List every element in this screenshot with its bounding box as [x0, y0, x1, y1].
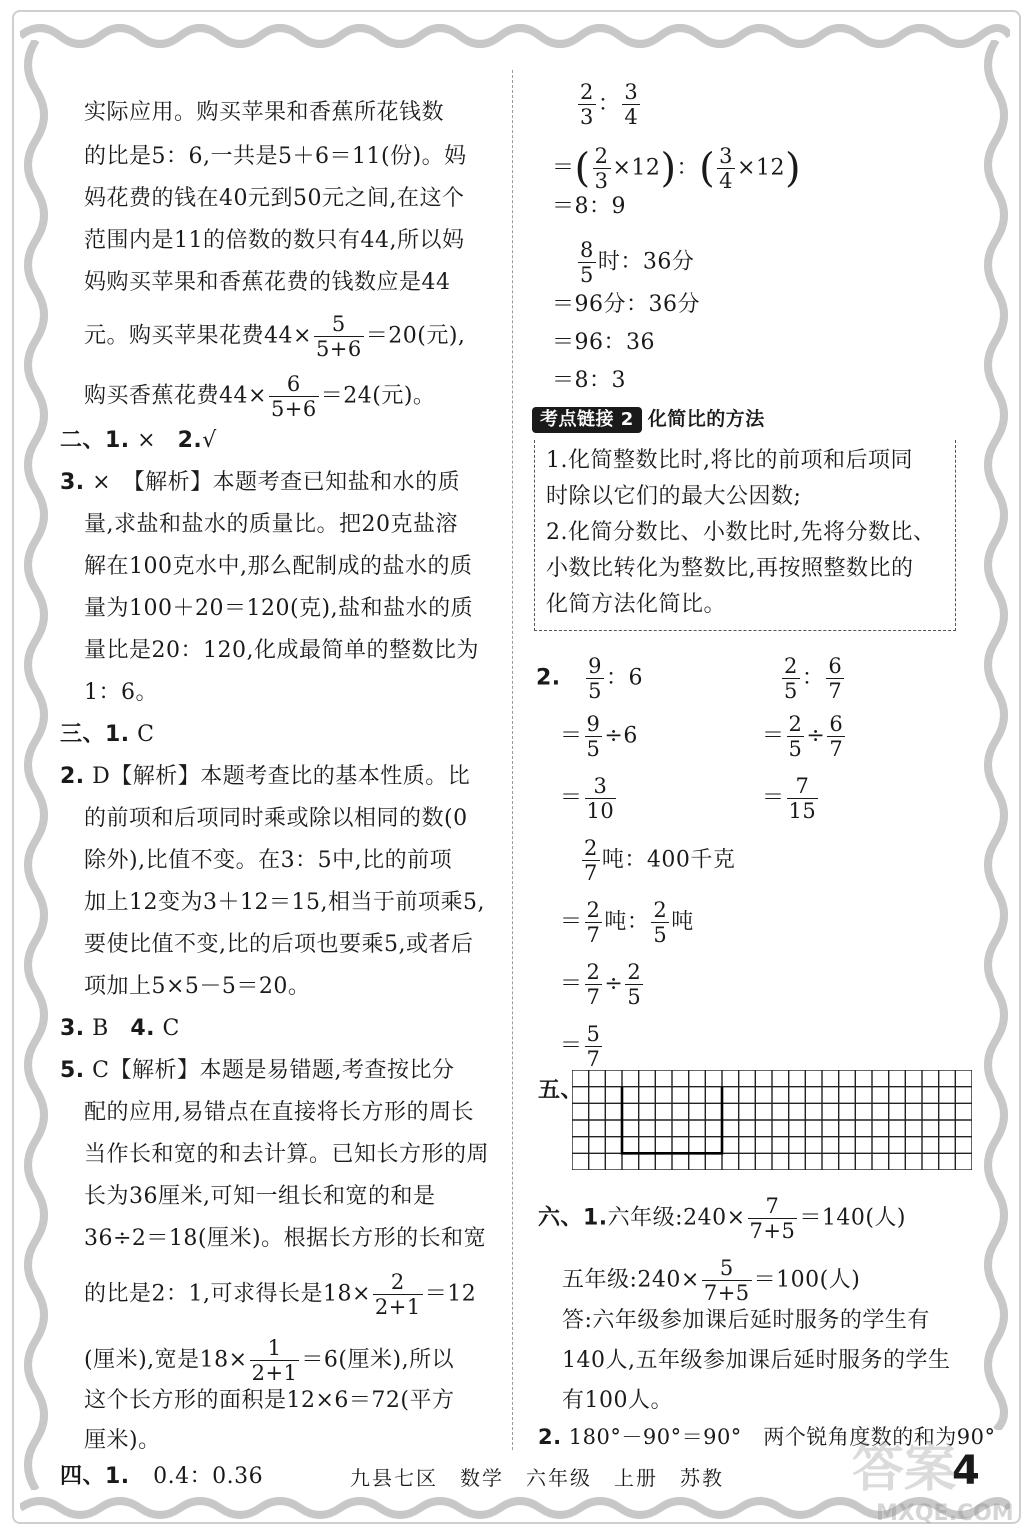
fraction-line: [780, 654, 846, 703]
denominator: 7: [586, 1047, 601, 1071]
text-line: 长为36厘米,可知一组长和宽的和是: [84, 1184, 436, 1209]
text-line: 解在100克水中,那么配制成的盐水的质: [84, 554, 473, 579]
denominator: 7+5: [703, 1281, 750, 1305]
numerator: 3: [719, 144, 734, 168]
fraction: [748, 1194, 798, 1243]
fraction-line: [580, 836, 735, 885]
numerator: 2: [594, 144, 609, 168]
text-line: 有100人。: [562, 1388, 673, 1413]
numerator: 2: [586, 960, 601, 984]
text: ＝12: [424, 1281, 477, 1307]
denominator: 2+1: [251, 1361, 298, 1385]
svg-text:答案: 答案: [852, 1439, 957, 1499]
denominator: 5: [653, 923, 668, 947]
text-line: 答:六年级参加课后延时服务的学生有: [562, 1308, 930, 1333]
question-number: 2.: [60, 764, 85, 789]
fraction-line: [560, 898, 694, 947]
text-line: [60, 1056, 455, 1086]
fraction-line: [560, 1022, 604, 1071]
text: ＝24(元)。: [320, 383, 436, 409]
fraction-line: [536, 654, 643, 703]
keypoint-title: 化简比的方法: [647, 408, 765, 430]
fraction: [625, 960, 643, 1009]
fraction: [585, 1022, 603, 1071]
text-line: [60, 468, 460, 498]
paren-icon: ): [660, 145, 677, 192]
left-wave-border: [16, 40, 56, 1490]
section-two-line: [60, 426, 217, 456]
text: ＝20(元),: [365, 323, 466, 349]
section-number: 二、1.: [60, 428, 130, 453]
text: ＝: [560, 723, 583, 749]
column-divider: [512, 70, 513, 1450]
question-number: 2.: [177, 428, 203, 453]
text: ＝100(人): [753, 1267, 861, 1293]
text-line: ＝8：9: [552, 194, 626, 219]
text-line: 项加上5×5－5＝20。: [84, 974, 311, 999]
fraction: [782, 654, 800, 703]
keypoint-header: [532, 404, 765, 434]
text: ＝140(人): [799, 1205, 907, 1231]
fraction-line: [560, 960, 645, 1009]
denominator: 5: [586, 737, 601, 761]
keypoint-badge: 考点链接 2: [532, 407, 642, 433]
question-number: 3.: [60, 1016, 85, 1041]
text: ＝: [560, 785, 583, 811]
text-line: ＝96分：36分: [552, 292, 700, 317]
text: C【解析】本题是易错题,考查按比分: [92, 1058, 455, 1083]
text-line: 妈花费的钱在40元到50元之间,在这个: [84, 186, 465, 211]
text-line: 范围内是11的倍数的数只有44,所以妈: [84, 228, 465, 253]
fraction-line: [762, 712, 847, 761]
text-line: 140人,五年级参加课后延时服务的学生: [562, 1348, 951, 1373]
text-line: ＝96：36: [552, 330, 655, 355]
fraction: [250, 1336, 300, 1385]
paren-icon: (: [574, 145, 591, 192]
fraction: [582, 836, 600, 885]
fraction: [585, 960, 603, 1009]
denominator: 5+6: [315, 337, 362, 361]
text-line: 量,求盐和盐水的质量比。把20克盐溶: [84, 512, 458, 537]
fraction: [269, 372, 319, 421]
text-line: [60, 1014, 180, 1044]
page-number: 4: [952, 1448, 980, 1494]
text: 吨：: [604, 909, 650, 935]
denominator: 10: [586, 799, 615, 823]
answer: B: [92, 1016, 109, 1041]
denominator: 2+1: [374, 1295, 421, 1319]
numerator: 9: [586, 712, 601, 736]
answer: √: [202, 428, 217, 453]
text-line: [60, 1462, 263, 1492]
text: ＝: [560, 909, 583, 935]
denominator: 7+5: [749, 1219, 796, 1243]
text: ：: [801, 665, 825, 691]
text-line: 的比是5：6,一共是5＋6＝11(份)。妈: [84, 144, 467, 169]
denominator: 4: [624, 105, 639, 129]
numerator: 6: [286, 372, 301, 396]
denominator: 5+6: [270, 397, 317, 421]
denominator: 5: [580, 263, 594, 287]
fraction: [585, 712, 603, 761]
text: ：6: [606, 665, 644, 691]
denominator: 5: [627, 985, 642, 1009]
text: ×12: [612, 155, 661, 181]
text: ：: [597, 91, 621, 117]
numerator: 2: [653, 898, 668, 922]
denominator: 3: [594, 169, 609, 193]
text: ÷: [806, 723, 826, 749]
answer-grid: [572, 1070, 972, 1170]
text-line: 1：6。: [84, 680, 158, 705]
numerator: 8: [580, 238, 594, 262]
numerator: 2: [580, 80, 594, 104]
fraction: [593, 144, 611, 193]
numerator: 2: [586, 898, 601, 922]
text: × 【解析】本题考查已知盐和水的质: [92, 470, 461, 495]
fraction: [622, 80, 640, 129]
fraction: [314, 312, 364, 361]
denominator: 5: [784, 679, 798, 703]
denominator: 5: [788, 737, 803, 761]
fraction-line: [560, 774, 618, 823]
denominator: 7: [829, 737, 844, 761]
text-line: 小数比转化为整数比,再按照整数比的: [546, 556, 914, 581]
paren-icon: (: [699, 145, 716, 192]
text: 吨：400千克: [601, 847, 736, 873]
numerator: 5: [719, 1256, 734, 1280]
fraction: [578, 238, 596, 287]
fraction-line: [576, 80, 642, 129]
svg-text:MXQE.COM: MXQE.COM: [876, 1501, 1014, 1526]
fraction: [787, 774, 819, 823]
fraction-line: [560, 712, 638, 761]
numerator: 3: [624, 80, 639, 104]
text: ＝: [762, 785, 785, 811]
text-line: 时除以它们的最大公因数;: [546, 484, 802, 509]
text: 的比是2：1,可求得长是18×: [84, 1281, 371, 1307]
numerator: 2: [627, 960, 642, 984]
text: 购买香蕉花费44×: [84, 383, 267, 409]
text: 六年级:240×: [607, 1205, 746, 1231]
numerator: 2: [784, 654, 798, 678]
fraction-line: [762, 774, 820, 823]
fraction: [702, 1256, 752, 1305]
section-three-line: [60, 720, 155, 750]
text: ＝: [762, 723, 785, 749]
fraction: [578, 80, 596, 129]
question-number: 2.: [538, 1425, 562, 1449]
text: 元。购买苹果花费44×: [84, 323, 312, 349]
text: ÷: [604, 971, 624, 997]
denominator: 5: [588, 679, 603, 703]
question-number: 4.: [130, 1016, 156, 1041]
denominator: 15: [788, 799, 817, 823]
top-wave-border: [20, 16, 1010, 56]
numerator: 6: [829, 712, 844, 736]
fraction: [585, 774, 617, 823]
text: ＝: [560, 971, 583, 997]
denominator: 7: [586, 923, 601, 947]
text-line: 厘米)。: [84, 1428, 161, 1453]
denominator: 4: [719, 169, 734, 193]
answer: C: [162, 1016, 180, 1041]
text: ÷6: [604, 723, 638, 749]
numerator: 1: [267, 1336, 282, 1360]
text-line: 2.化简分数比、小数比时,先将分数比、: [546, 520, 936, 545]
text-line: 量为100＋20＝120(克),盐和盐水的质: [84, 596, 474, 621]
text: ＝: [552, 155, 575, 181]
numerator: 7: [795, 774, 810, 798]
fraction: [717, 144, 735, 193]
question-number: 2.: [536, 665, 561, 691]
question-number: 3.: [60, 470, 85, 495]
fraction: [651, 898, 669, 947]
paren-icon: ): [784, 145, 802, 192]
text-line: 化简方法化简比。: [546, 592, 727, 617]
watermark-logo: [846, 1428, 1021, 1528]
text-line: 加上12变为3＋12＝15,相当于前项乘5,: [84, 890, 485, 915]
text-line: 1.化简整数比时,将比的前项和后项同: [546, 448, 913, 473]
text: (厘米),宽是18×: [84, 1347, 248, 1373]
fraction-line: [84, 1270, 476, 1319]
fraction-line: [562, 1256, 860, 1305]
numerator: 2: [584, 836, 598, 860]
text: ：: [676, 155, 700, 181]
text-line: 的前项和后项同时乘或除以相同的数(0: [84, 806, 468, 831]
fraction: [826, 654, 844, 703]
numerator: 6: [828, 654, 843, 678]
section-number: 六、1.: [538, 1205, 608, 1231]
text-line: 这个长方形的面积是12×6＝72(平方: [84, 1388, 455, 1413]
fraction: [827, 712, 845, 761]
numerator: 2: [390, 1270, 405, 1294]
fraction-line: [84, 312, 465, 361]
footer-text: 九县七区 数学 六年级 上册 苏教: [350, 1466, 724, 1490]
numerator: 5: [331, 312, 346, 336]
fraction-line: [84, 1336, 454, 1385]
fraction: [585, 898, 603, 947]
fraction-line: [552, 144, 801, 193]
text: 180°－90°＝90° 两个锐角度数的和为90°: [568, 1425, 996, 1449]
text-line: [60, 762, 470, 792]
text-line: 除外),比值不变。在3：5中,比的前项: [84, 848, 453, 873]
numerator: 7: [765, 1194, 780, 1218]
denominator: 3: [580, 105, 594, 129]
numerator: 3: [593, 774, 608, 798]
text: ×12: [737, 155, 785, 181]
fraction-line: [84, 372, 435, 421]
section-number: 五、: [538, 1078, 584, 1103]
denominator: 7: [586, 985, 601, 1009]
text: ＝: [560, 1033, 583, 1059]
numerator: 2: [788, 712, 803, 736]
text: 时：36分: [597, 249, 695, 275]
text: 0.4：0.36: [153, 1464, 264, 1489]
text-line: 36÷2＝18(厘米)。根据长方形的长和宽: [84, 1226, 487, 1251]
text-line: 实际应用。购买苹果和香蕉所花钱数: [84, 100, 445, 125]
text: D【解析】本题考查比的基本性质。比: [92, 764, 471, 789]
text-line: ＝8：3: [552, 368, 626, 393]
text-line: 当作长和宽的和去计算。已知长方形的周: [84, 1142, 490, 1167]
numerator: 5: [586, 1022, 601, 1046]
text: ＝6(厘米),所以: [301, 1347, 455, 1373]
fraction: [787, 712, 805, 761]
denominator: 7: [828, 679, 843, 703]
section-number: 三、1.: [60, 722, 130, 747]
question-number: 5.: [60, 1058, 85, 1083]
text-line: 要使比值不变,比的后项也要乘5,或者后: [84, 932, 474, 957]
section-number: 四、1.: [60, 1464, 130, 1489]
answer: ×: [137, 428, 157, 453]
text-line: 妈购买苹果和香蕉花费的钱数应是44: [84, 270, 451, 295]
fraction-line: [576, 238, 694, 287]
fraction: [373, 1270, 423, 1319]
text-line: 配的应用,易错点在直接将长方形的周长: [84, 1100, 474, 1125]
denominator: 7: [584, 861, 598, 885]
text-line: 量比是20：120,化成最简单的整数比为: [84, 638, 479, 663]
fraction: [586, 654, 604, 703]
numerator: 9: [588, 654, 603, 678]
answer: C: [137, 722, 155, 747]
text: 吨: [671, 909, 694, 935]
right-wave-border: [976, 40, 1016, 1430]
text: 五年级:240×: [562, 1267, 700, 1293]
fraction-line: [538, 1194, 906, 1243]
